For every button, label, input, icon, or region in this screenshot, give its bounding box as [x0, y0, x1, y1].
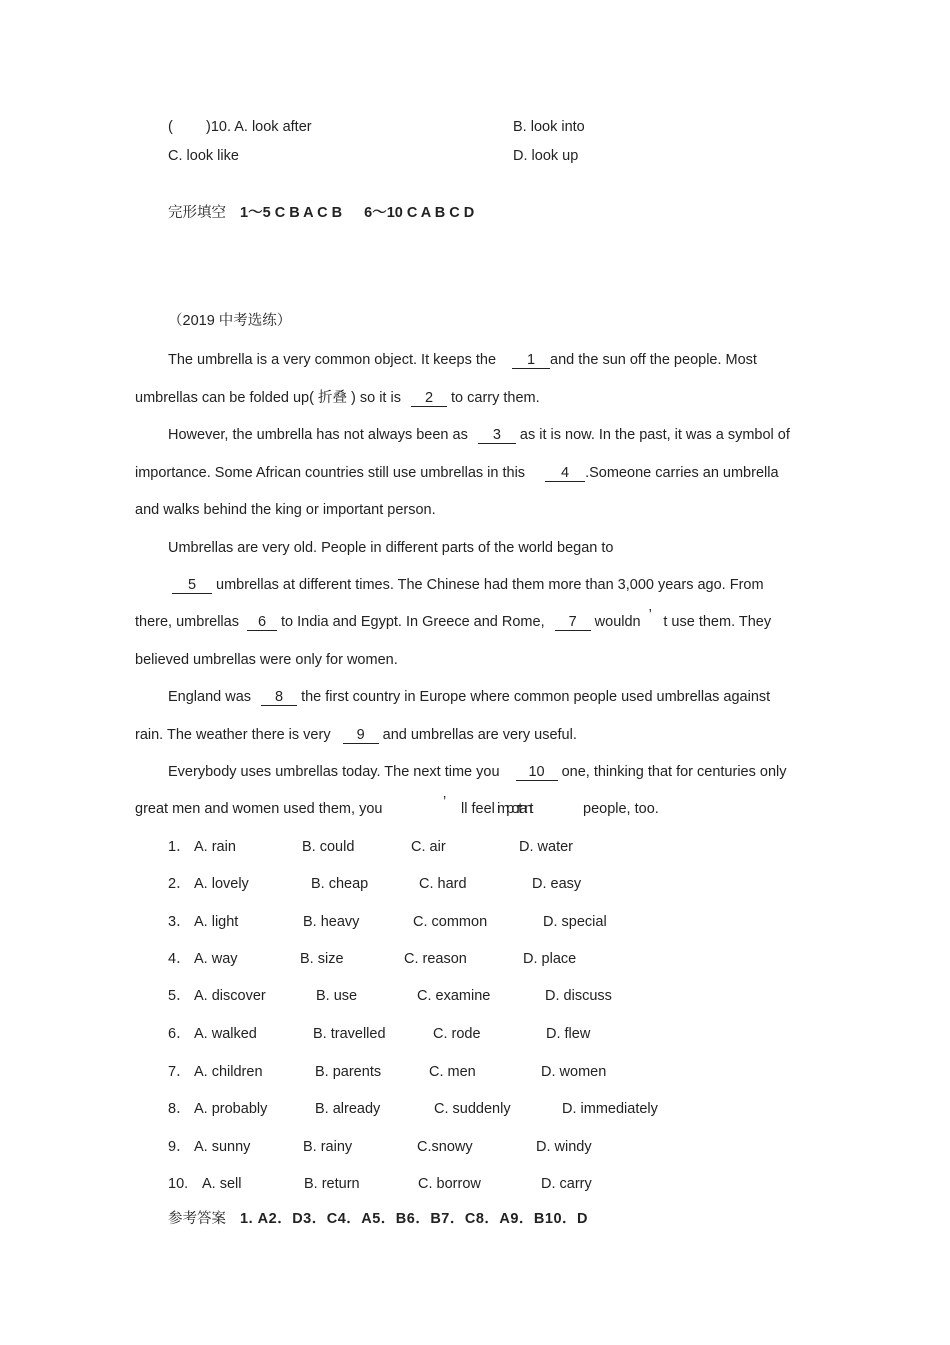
text: and the sun off the people. Most	[550, 352, 757, 368]
text: to India and Egypt. In Greece and Rome,	[281, 614, 545, 630]
option-b: B. use	[316, 988, 358, 1004]
answer-key-1	[168, 204, 474, 222]
option-b: B. cheap	[311, 876, 369, 892]
blank-2: 2	[411, 391, 447, 407]
text: rain. The weather there is very	[135, 727, 331, 743]
option-number: 7．	[168, 1064, 191, 1080]
option-d: D. windy	[536, 1139, 592, 1155]
option-a: A. walked	[194, 1026, 257, 1042]
passage-line-2	[135, 389, 540, 407]
option-a: A. discover	[194, 988, 266, 1004]
option-d: D. carry	[541, 1176, 592, 1192]
option-c: C. suddenly	[434, 1101, 511, 1117]
text: there, umbrellas	[135, 614, 239, 630]
option-c: C. examine	[417, 988, 491, 1004]
passage-line-13	[135, 794, 659, 818]
blank-7: 7	[555, 615, 591, 631]
option-b: B. travelled	[313, 1026, 386, 1042]
option-b: B. rainy	[303, 1139, 353, 1155]
option-b: B. could	[302, 839, 355, 855]
text: ll feel	[461, 801, 495, 817]
option-d: D. water	[519, 839, 573, 855]
answer-key-1-first: 1～5 C B A C B	[240, 205, 343, 221]
apostrophe: ’	[648, 607, 652, 623]
option-c: C. men	[429, 1064, 476, 1080]
option-a: A. lovely	[194, 876, 249, 892]
option-c: C. common	[413, 914, 488, 930]
answer-key-2-text: 1. A2．D3．C4．A5．B6．B7．C8．A9．B10．D	[240, 1211, 589, 1227]
passage-line-9: believed umbrellas were only for women.	[135, 652, 398, 668]
text: The umbrella is a very common object. It keeps the	[168, 352, 497, 368]
passage-line-7	[172, 576, 764, 594]
passage-line-12	[168, 763, 786, 781]
option-a: A. children	[194, 1064, 263, 1080]
text: one, thinking that for centuries only	[561, 764, 787, 780]
option-c: C. reason	[404, 951, 467, 967]
option-number: 9．	[168, 1139, 191, 1155]
option-b: B. parents	[315, 1064, 382, 1080]
option-number: 3．	[168, 914, 191, 930]
blank-3: 3	[478, 428, 516, 444]
answer-key-2	[168, 1210, 588, 1228]
option-d: D. place	[523, 951, 577, 967]
answer-key-1-label: 完形填空	[168, 205, 226, 221]
blank-5: 5	[172, 578, 212, 594]
option-b: B. heavy	[303, 914, 360, 930]
option-a: A. probably	[194, 1101, 268, 1117]
text: t use them. They	[663, 614, 772, 630]
option-c: C.snowy	[417, 1139, 473, 1155]
option-b: B. already	[315, 1101, 381, 1117]
answer-key-2-label: 参考答案	[168, 1211, 226, 1227]
option-a: A. rain	[194, 839, 236, 855]
option-number: 8．	[168, 1101, 191, 1117]
apostrophe: ’	[443, 794, 447, 810]
passage-line-6: Umbrellas are very old. People in different parts of the world began to	[168, 540, 614, 556]
text: people, too.	[583, 801, 659, 817]
text: umbrellas at different times. The Chinese had them more than 3,000 years ago. From	[216, 577, 764, 593]
option-number: 10.	[168, 1176, 189, 1192]
text: .Someone carries an umbrella	[585, 465, 779, 481]
passage-line-3	[168, 426, 790, 444]
blank-8: 8	[261, 690, 297, 706]
option-d: D. flew	[546, 1026, 591, 1042]
question-10-option-d: D. look up	[513, 148, 579, 164]
option-d: D. special	[543, 914, 607, 930]
option-number: 6．	[168, 1026, 191, 1042]
blank-10: 10	[516, 765, 558, 781]
text: importance. Some African countries still use umbrellas in this	[135, 465, 526, 481]
overlapping-word: important	[497, 801, 531, 817]
option-c: C. air	[411, 839, 446, 855]
answer-key-1-second: 6～10 C A B C D	[364, 205, 475, 221]
blank-9: 9	[343, 728, 379, 744]
question-10-paren: (	[168, 119, 173, 135]
option-c: C. rode	[433, 1026, 481, 1042]
passage-line-5: and walks behind the king or important person.	[135, 502, 436, 518]
passage-line-10	[168, 688, 770, 706]
text: as it is now. In the past, it was a symbol of	[519, 427, 790, 443]
passage-line-4	[135, 464, 779, 482]
option-a: A. sell	[202, 1176, 242, 1192]
passage-line-1	[168, 351, 757, 369]
option-number: 1．	[168, 839, 191, 855]
passage-source: （2019 中考选练）	[168, 313, 292, 329]
text: However, the umbrella has not always been as	[168, 427, 468, 443]
text: and umbrellas are very useful.	[382, 727, 577, 743]
text: Everybody uses umbrellas today. The next time you	[168, 764, 500, 780]
option-c: C. borrow	[418, 1176, 481, 1192]
passage-line-8	[135, 607, 772, 631]
text: great men and women used them, you	[135, 801, 383, 817]
option-d: D. discuss	[545, 988, 612, 1004]
blank-4: 4	[545, 466, 585, 482]
text: to carry them.	[451, 390, 540, 406]
text: wouldn	[594, 614, 641, 630]
blank-1: 1	[512, 353, 550, 369]
option-a: A. light	[194, 914, 239, 930]
option-a: A. way	[194, 951, 238, 967]
option-a: A. sunny	[194, 1139, 251, 1155]
option-b: B. return	[304, 1176, 360, 1192]
text: England was	[168, 689, 252, 705]
passage-line-11	[135, 726, 577, 744]
text: umbrellas can be folded up( 折叠 ) so it is	[135, 390, 401, 406]
blank-6: 6	[247, 615, 277, 631]
option-number: 5．	[168, 988, 191, 1004]
question-10-option-b: B. look into	[513, 119, 585, 135]
question-10-option-c: C. look like	[168, 148, 239, 164]
option-d: D. immediately	[562, 1101, 658, 1117]
option-number: 2．	[168, 876, 191, 892]
option-d: D. easy	[532, 876, 582, 892]
option-d: D. women	[541, 1064, 607, 1080]
question-10-option-a: )10. A. look after	[206, 119, 312, 135]
option-b: B. size	[300, 951, 344, 967]
option-c: C. hard	[419, 876, 467, 892]
option-number: 4．	[168, 951, 191, 967]
text: the first country in Europe where common people used umbrellas against	[301, 689, 771, 705]
